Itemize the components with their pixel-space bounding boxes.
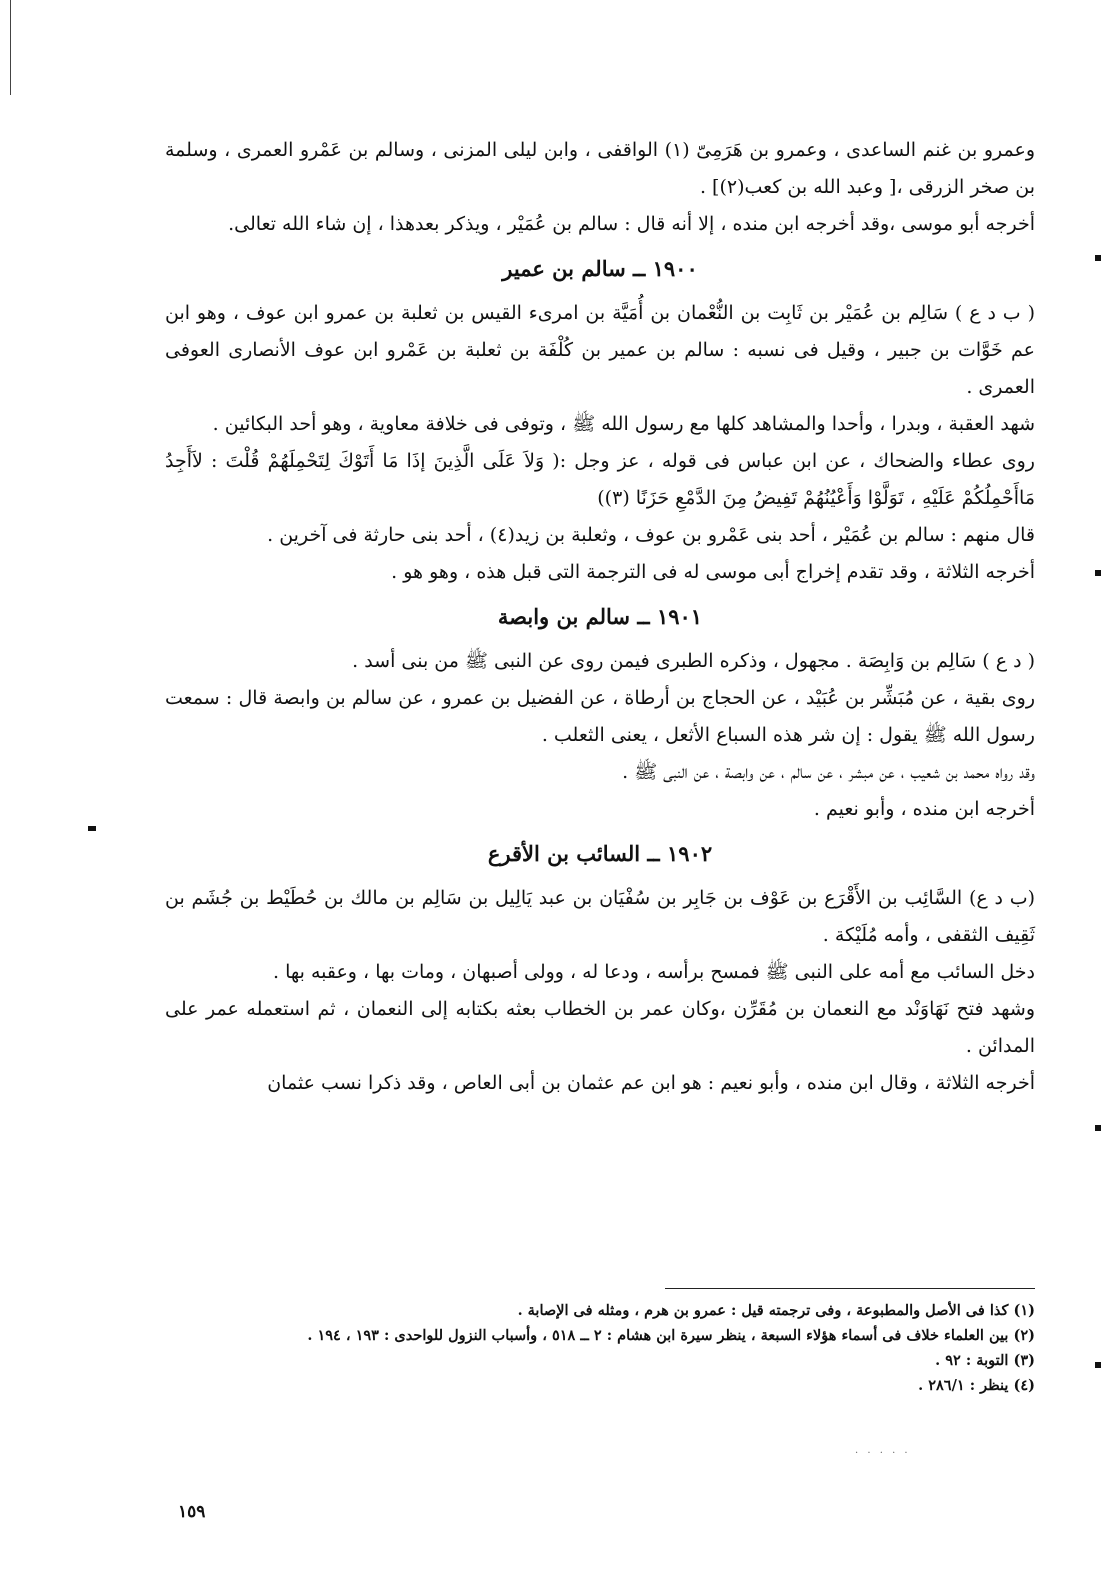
entry-heading: ١٩٠٠ ــ سالم بن عمير xyxy=(502,256,698,281)
footnotes xyxy=(165,1298,1035,1398)
main-text xyxy=(165,132,1035,1102)
footnote: (٤) ينظر : ٢٨٦/١ . xyxy=(918,1377,1035,1394)
paragraph: ( د ع ) سَالِم بن وَابِصَة . مجهول ، وذكره الطبرى فيمن روى عن النبى ﷺ من بنى أسد . xyxy=(352,650,1035,672)
paragraph: شهد العقبة ، وبدرا ، وأحدا والمشاهد كلها مع رسول الله ﷺ ، وتوفى فى خلافة معاوية ، وهو أحد البكائين . xyxy=(212,413,1035,435)
paragraph: دخل السائب مع أمه على النبى ﷺ فمسح برأسه ، ودعا له ، وولى أصبهان ، ومات بها ، وعقبه بها . xyxy=(272,961,1035,983)
footnote-divider xyxy=(665,1288,1035,1289)
page-number: ١٥٩ xyxy=(178,1502,206,1522)
paragraph: أخرجه ابن منده ، وأبو نعيم . xyxy=(813,798,1035,820)
margin-mark xyxy=(1095,570,1101,576)
paragraph: أخرجه الثلاثة ، وقال ابن منده ، وأبو نعيم : هو ابن عم عثمان بن أبى العاص ، وقد ذكرا نسب عثمان xyxy=(267,1072,1035,1094)
footnote: (١) كذا فى الأصل والمطبوعة ، وفى ترجمته قيل : عمرو بن هرم ، ومثله فى الإصابة . xyxy=(517,1302,1035,1319)
margin-mark xyxy=(88,826,96,831)
paragraph: وشهد فتح نَهَاوَنْد مع النعمان بن مُقَرِّن ،وكان عمر بن الخطاب بعثه بكتابه إلى النعمان ، ثم استعمله عمر على المدائن . xyxy=(165,998,1035,1057)
entry-heading: ١٩٠٢ ــ السائب بن الأقرع xyxy=(487,841,713,866)
paragraph: وقد رواه محمد بن شعيب ، عن مبشر ، عن سالم ، عن وابصة ، عن النبى ﷺ . xyxy=(622,761,1035,783)
scan-dots: . . . . . xyxy=(855,1445,911,1456)
margin-mark xyxy=(1095,1362,1101,1368)
margin-mark xyxy=(1095,1125,1101,1131)
paragraph: روى بقية ، عن مُبَشِّر بن عُبَيْد ، عن الحجاج بن أرطاة ، عن الفضيل بن عمرو ، عن سالم بن وابصة قال : سمعت رسول الله ﷺ يقول : إن شر هذه السباع الأثعل ، يعنى الثعلب . xyxy=(165,687,1035,746)
footnote: (٣) التوبة : ٩٢ . xyxy=(935,1352,1035,1369)
paragraph: وعمرو بن غنم الساعدى ، وعمرو بن هَرَمِىّ (١) الواقفى ، وابن ليلى المزنى ، وسالم بن عَمْرو العمرى ، وسلمة بن صخر الزرقى ،[ وعبد الله بن كعب(٢)] . xyxy=(165,139,1036,198)
entry-heading: ١٩٠١ ــ سالم بن وابصة xyxy=(497,604,703,629)
footnote: (٢) بين العلماء خلاف فى أسماء هؤلاء السبعة ، ينظر سيرة ابن هشام : ٢ ــ ٥١٨ ، وأسباب النزول للواحدى : ١٩٣ ، ١٩٤ . xyxy=(307,1327,1035,1344)
paragraph: ( ب د ع ) سَالِم بن عُمَيْر بن ثَابِت بن النُّعْمان بن أُمَيَّة بن امرىء القيس بن ثعلبة بن عمرو ابن عوف ، وهو ابن عم خَوَّات بن جبير ، وقيل فى نسبه : سالم بن عمير بن كُلْفَة بن ثعلبة بن عَمْرو ابن عوف الأنصارى العوفى العمرى . xyxy=(165,302,1035,398)
paragraph: أخرجه الثلاثة ، وقد تقدم إخراج أبى موسى له فى الترجمة التى قبل هذه ، وهو هو . xyxy=(391,561,1035,583)
margin-mark xyxy=(1095,255,1101,261)
quran-quote-paragraph: روى عطاء والضحاك ، عن ابن عباس فى قوله ، عز وجل :( وَلاَ عَلَى الَّذِينَ إذَا مَا أَتَوْكَ لِتَحْمِلَهُمْ قُلْتَ : لاَأَجِدُ مَاأَحْمِلُكُمْ عَلَيْهِ ، تَوَلَّوْا وَأَعْيُنُهُمْ تَفِيضُ مِنَ الدَّمْعِ حَزَنًا (٣)) xyxy=(165,450,1035,509)
paragraph: (ب د ع) السَّائِب بن الأَقْرَع بن عَوْف بن جَابِر بن سُفْيَان بن عبد يَالِيل بن سَالِم بن مالك بن حُطَيْط بن جُشَم بن ثَقِيف الثقفى ، وأمه مُلَيْكة . xyxy=(165,887,1035,946)
paragraph: قال منهم : سالم بن عُمَيْر ، أحد بنى عَمْرو بن عوف ، وثعلبة بن زيد(٤) ، أحد بنى حارثة فى آخرين . xyxy=(267,524,1035,546)
page-edge-line xyxy=(10,0,11,95)
paragraph: أخرجه أبو موسى ،وقد أخرجه ابن منده ، إلا أنه قال : سالم بن عُمَيْر ، ويذكر بعدهذا ، إن شاء الله تعالى. xyxy=(228,213,1035,235)
